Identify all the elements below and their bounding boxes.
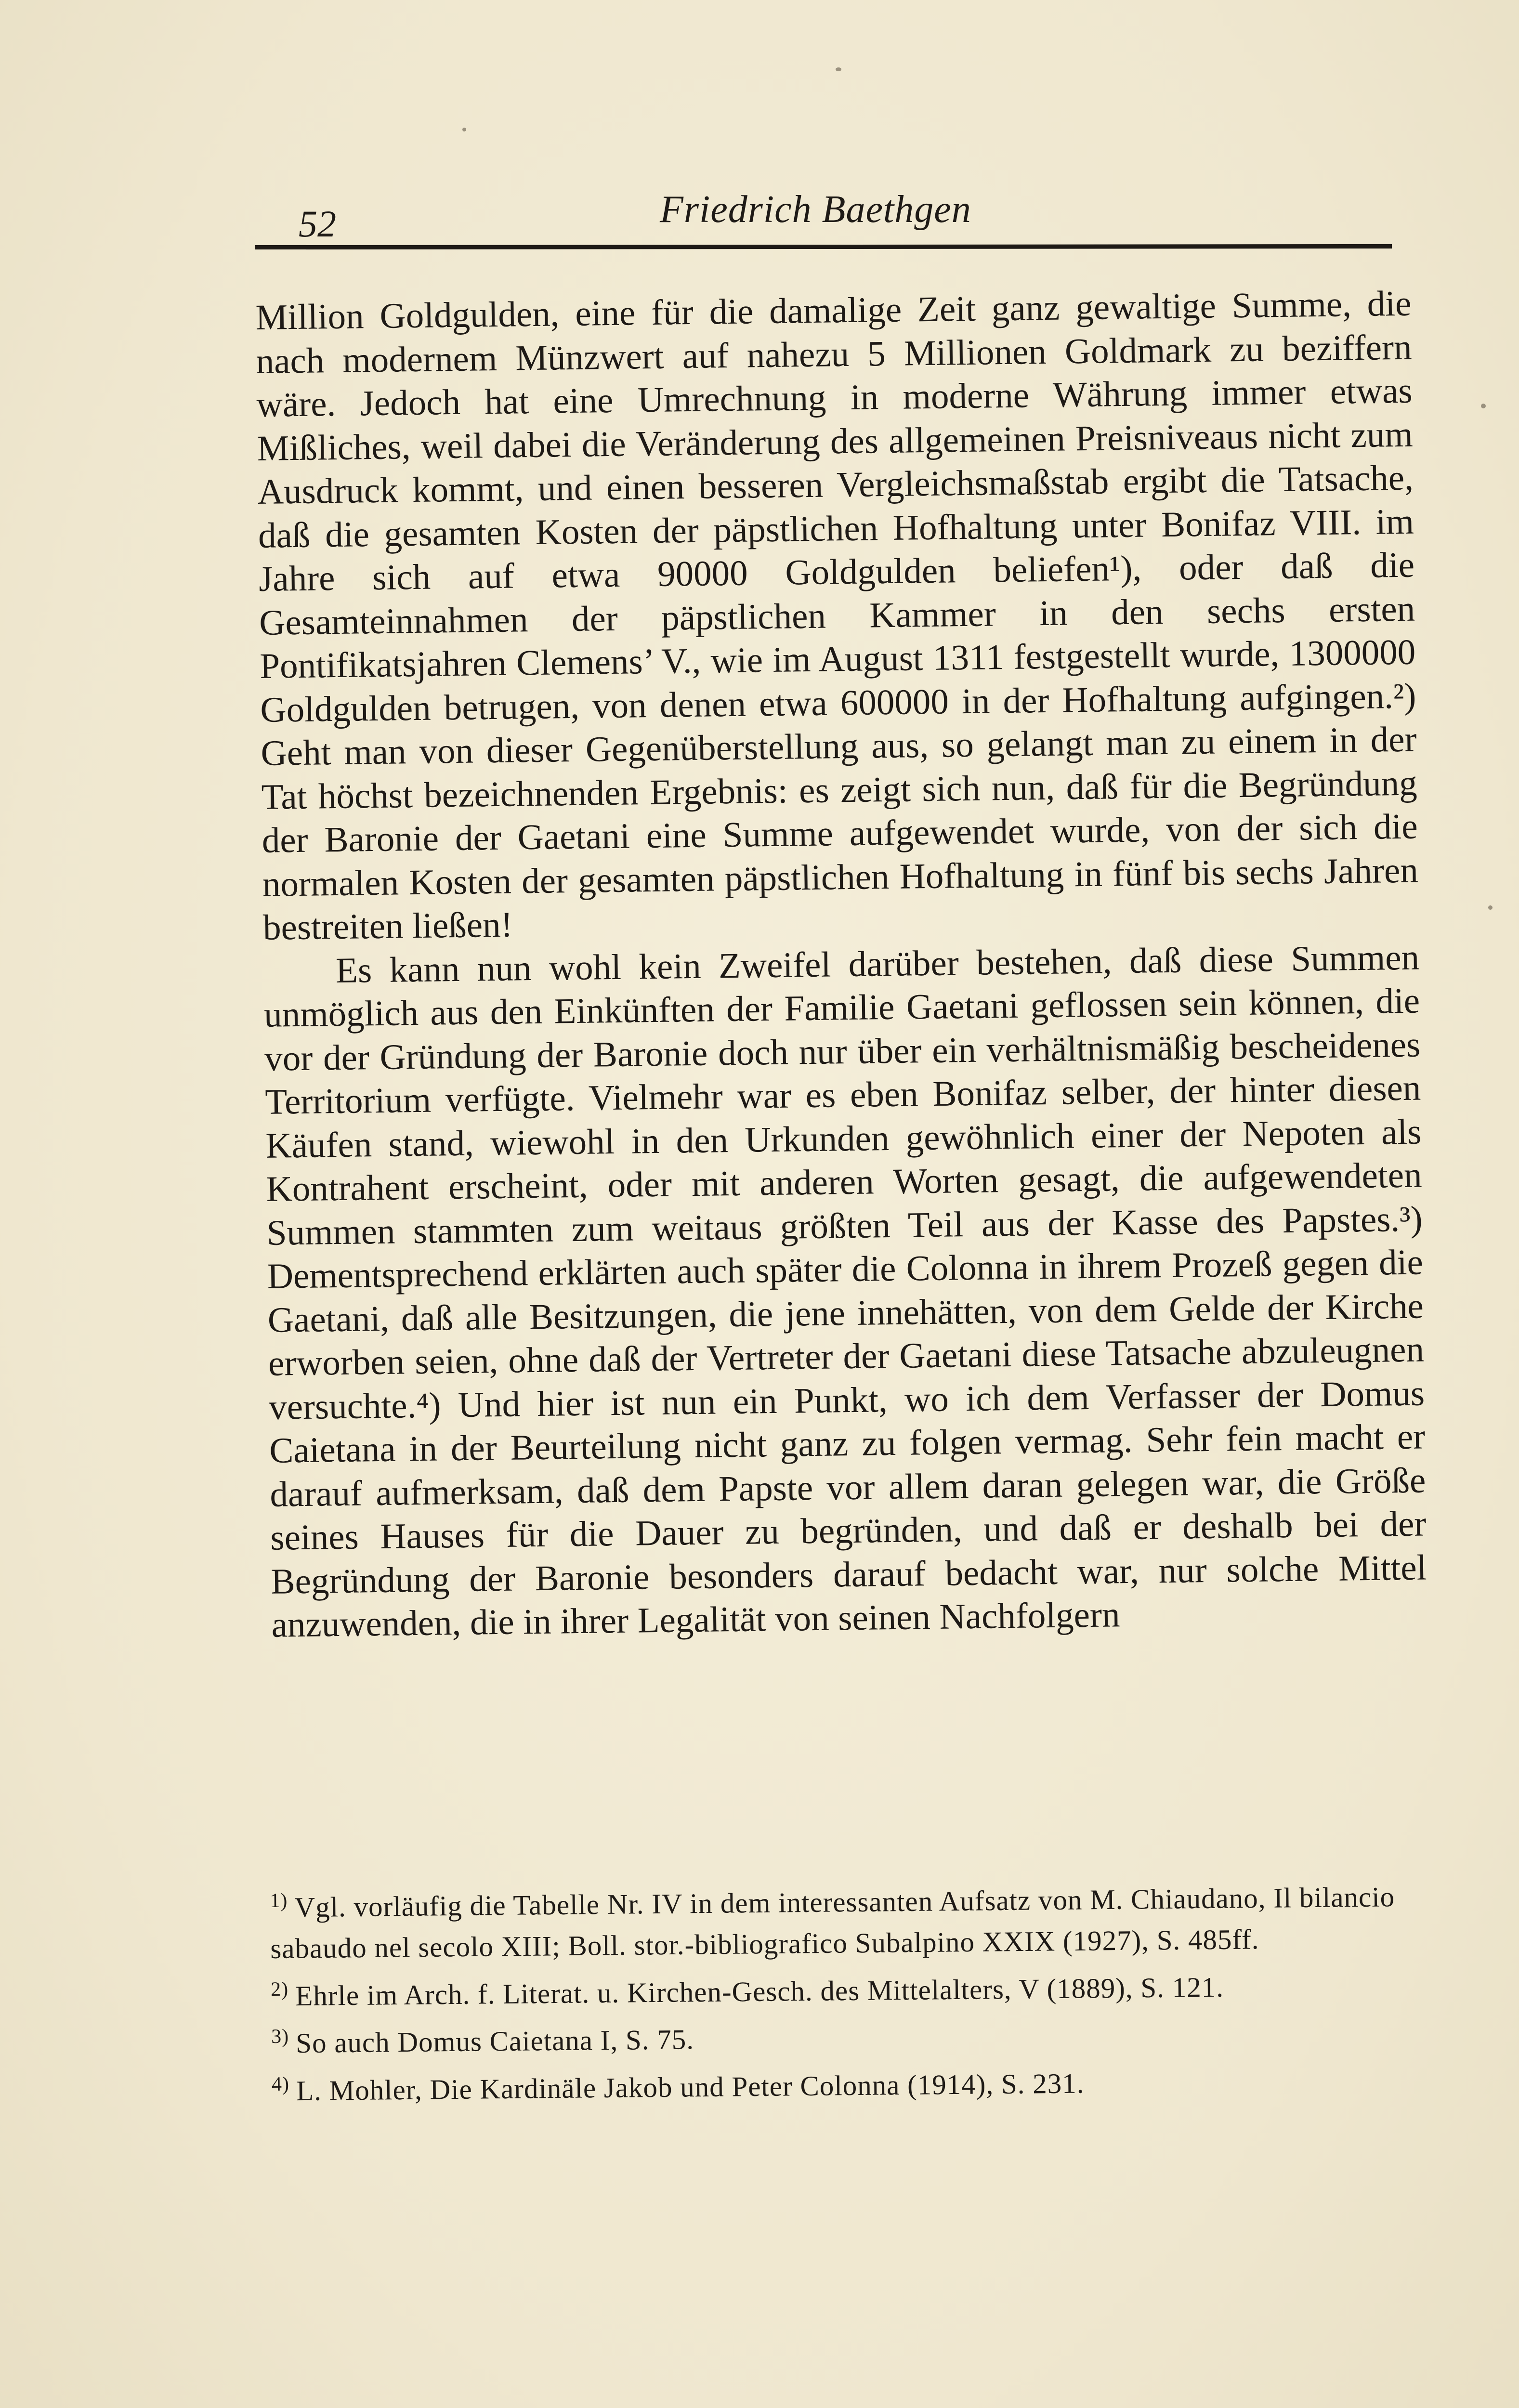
body-text	[255, 282, 1427, 1648]
footnote-mark: 4)	[271, 2073, 290, 2095]
paper-speck	[1481, 404, 1486, 408]
paper-speck	[836, 67, 841, 71]
page-header	[255, 188, 1392, 246]
footnote-mark: 2)	[270, 1978, 289, 2001]
paper-speck	[462, 128, 466, 131]
footnote-text: Ehrle im Arch. f. Literat. u. Kirchen-Gesch. des Mittelalters, V (1889), S. 121.	[295, 1971, 1224, 2012]
footnote-mark: 1)	[270, 1889, 288, 1912]
header-rule	[255, 244, 1392, 249]
footnotes	[270, 1870, 1423, 2112]
footnote-text: Vgl. vorläufig die Tabelle Nr. IV in dem interessanten Aufsatz von M. Chiaudano, Il bilancio sabaudo nel secolo XIII; Boll. stor.-bibliografico Subalpino XXIX (1927), S. 485ff.	[270, 1881, 1395, 1964]
page-number: 52	[299, 203, 336, 245]
paper-speck	[1488, 905, 1493, 910]
footnote-text: L. Mohler, Die Kardinäle Jakob und Peter Colonna (1914), S. 231.	[296, 2067, 1085, 2107]
paragraph-2: Es kann nun wohl kein Zweifel darüber bestehen, daß diese Summen unmöglich aus den Einkünften der Familie Gaetani geflossen sein können, die vor der Gründung der Baronie doch nur über ein verhältnismäßig bescheidenes Territorium verfügte. Vielmehr war es eben Bonifaz selber, der hinter diesen Käufen stand, wiewohl in den Urkunden gewöhnlich einer der Nepoten als Kontrahent erscheint, oder mit anderen Worten gesagt, die aufgewendeten Summen stammten zum weitaus größten Teil aus der Kasse des Papstes.³) Dementsprechend erklärten auch später die Colonna in ihrem Prozeß gegen die Gaetani, daß alle Besitzungen, die jene innehätten, von dem Gelde der Kirche erworben seien, ohne daß der Vertreter der Gaetani diese Tatsache abzuleugnen versuchte.⁴) Und hier ist nun ein Punkt, wo ich dem Verfasser der Domus Caietana in der Beurteilung nicht ganz zu folgen vermag. Sehr fein macht er darauf aufmerksam, daß dem Papste vor allem daran gelegen war, die Größe seines Hauses für die Dauer zu begründen, und daß er deshalb bei der Begründung der Baronie besonders darauf bedacht war, nur solche Mittel anzuwenden, die in ihrer Legalität von seinen Nachfolgern	[263, 937, 1427, 1645]
footnote-text: So auch Domus Caietana I, S. 75.	[295, 2023, 694, 2059]
footnote-1	[270, 1870, 1422, 1969]
running-title: Friedrich Baethgen	[660, 188, 971, 231]
footnote-mark: 3)	[271, 2025, 289, 2048]
paragraph-1: Million Goldgulden, eine für die damalige Zeit ganz gewaltige Summe, die nach modernem Münzwert auf nahezu 5 Millionen Goldmark zu beziffern wäre. Jedoch hat eine Umrechnung in moderne Währung immer etwas Mißliches, weil dabei die Veränderung des allgemeinen Preisniveaus nicht zum Ausdruck kommt, und einen besseren Vergleichsmaßstab ergibt die Tatsache, daß die gesamten Kosten der päpstlichen Hofhaltung unter Bonifaz VIII. im Jahre sich auf etwa 90000 Goldgulden beliefen¹), oder daß die Gesamteinnahmen der päpstlichen Kammer in den sechs ersten Pontifikatsjahren Clemens’ V., wie im August 1311 festgestellt wurde, 1300000 Goldgulden betrugen, von denen etwa 600000 in der Hofhaltung aufgingen.²) Geht man von dieser Gegenüberstellung aus, so gelangt man zu einem in der Tat höchst bezeichnenden Ergebnis: es zeigt sich nun, daß für die Begründung der Baronie der Gaetani eine Summe aufgewendet wurde, von der sich die normalen Kosten der gesamten päpstlichen Hofhaltung in fünf bis sechs Jahren bestreiten ließen!	[255, 283, 1419, 948]
